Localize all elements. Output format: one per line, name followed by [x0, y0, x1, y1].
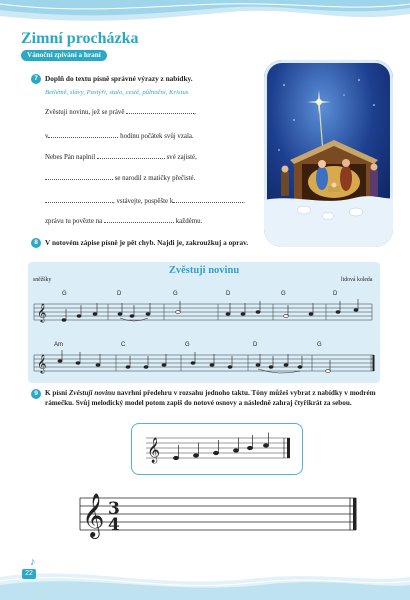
task-number-badge: 8	[31, 238, 41, 248]
answer-blank[interactable]	[173, 195, 246, 205]
page-number: 22	[22, 569, 36, 579]
lyric-text: , vstávejte, pospěšte k	[113, 198, 174, 205]
lyric-line-5	[45, 195, 245, 206]
task9-text: K písni	[45, 389, 69, 397]
word-bank: Betlémě, slávy, Pastýři, stalo, cestě, půlnoční, Kristus	[45, 89, 189, 96]
chord-symbol: D	[253, 342, 258, 348]
song-name-reference: Zvěstuji novinu	[68, 389, 116, 397]
page-title: Zimní procházka	[21, 30, 139, 47]
time-signature-bottom: 4	[108, 515, 120, 535]
answer-blank[interactable]	[45, 172, 113, 180]
lyric-line-2	[45, 130, 194, 141]
lyric-text: každému.	[173, 218, 203, 225]
top-wave-decoration	[0, 0, 410, 30]
note-selection-box	[131, 423, 303, 475]
chord-symbol: G	[185, 342, 190, 348]
nativity-scene-icon	[264, 60, 393, 247]
song-staff-row-1	[28, 298, 380, 328]
svg-text:𝄞: 𝄞	[37, 354, 47, 373]
available-notes-staff	[132, 424, 302, 474]
task9-instruction	[45, 388, 381, 408]
chord-symbol: Am	[54, 342, 63, 348]
lyric-line-1	[45, 106, 196, 117]
lyric-text: zprávu tu povězte na	[45, 218, 104, 225]
task-number-badge: 7	[31, 74, 41, 84]
music-note-icon: ♪	[30, 556, 36, 568]
song-staff-row-2	[28, 349, 380, 379]
bottom-wave-decoration	[0, 555, 410, 600]
song-origin: lidová koleda	[341, 277, 373, 283]
chord-symbol: C	[121, 342, 126, 348]
lyric-line-6	[45, 215, 202, 226]
answer-blank[interactable]	[45, 195, 113, 203]
lyric-text: své zajisté,	[164, 154, 197, 161]
composition-staff[interactable]	[74, 484, 364, 544]
nativity-scene-illustration	[264, 60, 393, 247]
lyric-text: Zvěstuji novinu, jež se právě	[45, 109, 127, 116]
answer-blank[interactable]	[126, 106, 194, 114]
time-signature-top: 3	[108, 499, 120, 519]
song-title: Zvěstuji novinu	[168, 265, 240, 276]
section-subtitle-badge: Vánoční zpívání a hraní	[21, 50, 107, 61]
svg-text:𝄞: 𝄞	[37, 303, 47, 322]
chord-symbol: G	[173, 291, 178, 297]
lyric-text: ,	[194, 109, 196, 116]
answer-blank[interactable]	[97, 151, 165, 159]
answer-blank[interactable]	[48, 130, 118, 138]
lyric-line-4	[45, 172, 195, 183]
task9-text: navrhni předehru v rozsahu jednoho taktu. Tóny můžeš vybrat z nabídky v modrém rámečku. Svůj melodický model potom zapiš do notové osnovy a následně zahraj čtyřikrát za sebou.	[45, 389, 376, 407]
task7-instruction: Doplň do textu písně správné výrazy z nabídky.	[45, 74, 193, 83]
chord-symbol: G	[317, 342, 322, 348]
lyric-text: se narodil z matičky přečisté.	[113, 175, 196, 182]
answer-blank[interactable]	[104, 215, 174, 223]
lyric-text: Nebes Pán naplnil	[45, 154, 97, 161]
tempo-marking: sněžšky	[33, 277, 52, 283]
svg-text:𝄞: 𝄞	[147, 438, 161, 463]
task-number-badge: 9	[31, 389, 41, 399]
chord-symbol: D	[226, 291, 231, 297]
lyric-text: hodinu počátek svůj vzala.	[118, 133, 194, 140]
chord-symbol: D	[333, 291, 338, 297]
task8-instruction: V notovém zápise písně je pět chyb. Najdi je, zakroužkuj a oprav.	[45, 238, 249, 247]
lyric-line-3	[45, 151, 197, 162]
lyric-text: .	[243, 198, 246, 205]
chord-symbol: G	[62, 291, 67, 297]
lyric-text: v	[45, 133, 49, 140]
chord-symbol: G	[281, 291, 286, 297]
treble-clef-icon: 𝄞	[82, 493, 105, 537]
chord-symbol: D	[117, 291, 122, 297]
